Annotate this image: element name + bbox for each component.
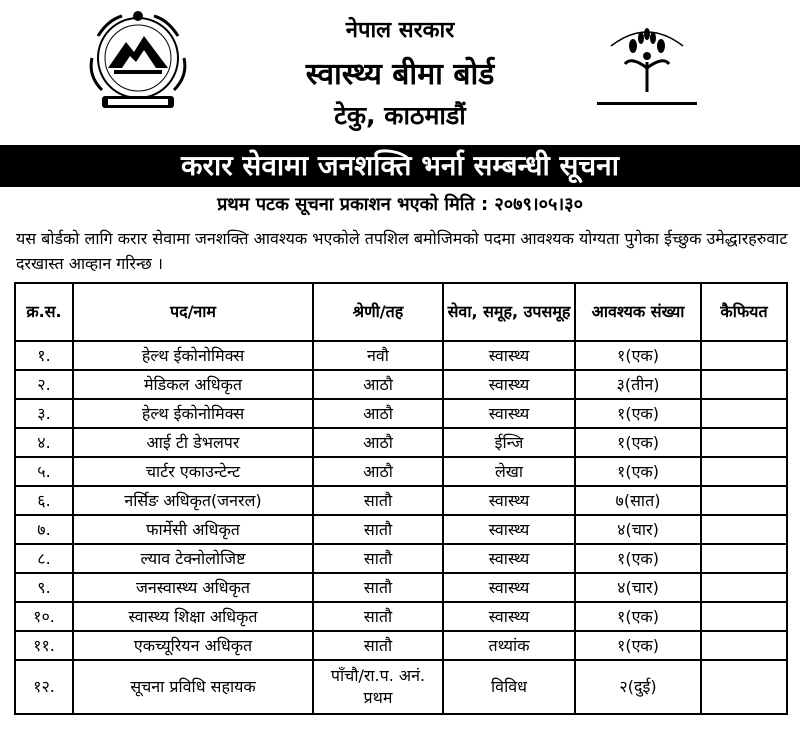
board-address: टेकु, काठमाडौं [334, 101, 466, 130]
cell-post-name: नर्सिङ अधिकृत(जनरल) [73, 486, 313, 515]
cell-post-name: मेडिकल अधिकृत [73, 370, 313, 399]
cell-remarks [701, 428, 787, 457]
cell-sn: ४. [15, 428, 73, 457]
cell-required-count: ७(सात) [575, 486, 701, 515]
cell-required-count: ४(चार) [575, 515, 701, 544]
cell-service: स्वास्थ्य [443, 341, 575, 370]
cell-level: सातौ [313, 573, 443, 602]
cell-level: पाँचौ/रा.प. अनं. प्रथम [313, 660, 443, 714]
table-row [15, 370, 787, 399]
notice-header [0, 0, 800, 140]
table-row [15, 399, 787, 428]
header-required-count: आवश्यक संख्या [575, 283, 701, 341]
cell-service: स्वास्थ्य [443, 486, 575, 515]
cell-post-name: सूचना प्रविधि सहायक [73, 660, 313, 714]
cell-required-count: १(एक) [575, 428, 701, 457]
cell-remarks [701, 602, 787, 631]
cell-post-name: स्वास्थ्य शिक्षा अधिकृत [73, 602, 313, 631]
cell-level: आठौ [313, 370, 443, 399]
cell-service: विविध [443, 660, 575, 714]
government-name: नेपाल सरकार [345, 18, 455, 43]
cell-post-name: हेल्थ ईकोनोमिक्स [73, 399, 313, 428]
table-row [15, 515, 787, 544]
cell-level: सातौ [313, 515, 443, 544]
cell-remarks [701, 341, 787, 370]
cell-post-name: जनस्वास्थ्य अधिकृत [73, 573, 313, 602]
cell-level: आठौ [313, 428, 443, 457]
cell-sn: ६. [15, 486, 73, 515]
cell-sn: १०. [15, 602, 73, 631]
header-sn: क्र.स. [15, 283, 73, 341]
cell-required-count: १(एक) [575, 341, 701, 370]
table-row [15, 428, 787, 457]
cell-remarks [701, 544, 787, 573]
cell-remarks [701, 457, 787, 486]
board-name: स्वास्थ्य बीमा बोर्ड [305, 57, 495, 92]
cell-sn: ८. [15, 544, 73, 573]
cell-required-count: २(दुई) [575, 660, 701, 714]
table-row [15, 341, 787, 370]
cell-level: सातौ [313, 631, 443, 660]
cell-sn: ७. [15, 515, 73, 544]
cell-required-count: ४(चार) [575, 573, 701, 602]
table-row [15, 457, 787, 486]
cell-required-count: ३(तीन) [575, 370, 701, 399]
cell-sn: ९. [15, 573, 73, 602]
cell-required-count: १(एक) [575, 399, 701, 428]
cell-sn: १. [15, 341, 73, 370]
header-service: सेवा, समूह, उपसमूह [443, 283, 575, 341]
notice-intro-text: यस बोर्डको लागि करार सेवामा जनशक्ति आवश्यक भएकोले तपशिल बमोजिमको पदमा आवश्यक योग्यता पुगेका ईच्छुक उमेद्धारहरुवाट दरखास्त आव्हान गरिन्छ । [16, 229, 788, 273]
publish-date: प्रथम पटक सूचना प्रकाशन भएको मिति : २०७९।०५।३० [217, 194, 583, 215]
health-insurance-board-logo [597, 12, 697, 105]
health-insurance-board-logo-icon [597, 12, 697, 102]
cell-remarks [701, 370, 787, 399]
cell-sn: ५. [15, 457, 73, 486]
cell-sn: २. [15, 370, 73, 399]
cell-level: सातौ [313, 486, 443, 515]
table-row [15, 573, 787, 602]
cell-remarks [701, 631, 787, 660]
header-remarks: कैफियत [701, 283, 787, 341]
cell-required-count: १(एक) [575, 457, 701, 486]
table-row [15, 631, 787, 660]
cell-service: स्वास्थ्य [443, 515, 575, 544]
notice-title-banner: करार सेवामा जनशक्ति भर्ना सम्बन्धी सूचना [0, 145, 800, 187]
cell-sn: ११. [15, 631, 73, 660]
header-post-name: पद/नाम [73, 283, 313, 341]
cell-level: सातौ [313, 602, 443, 631]
header-level: श्रेणी/तह [313, 283, 443, 341]
cell-sn: ३. [15, 399, 73, 428]
cell-required-count: १(एक) [575, 544, 701, 573]
cell-remarks [701, 515, 787, 544]
cell-post-name: ल्याव टेक्नोलोजिष्ट [73, 544, 313, 573]
cell-service: स्वास्थ्य [443, 399, 575, 428]
cell-level: आठौ [313, 457, 443, 486]
cell-remarks [701, 573, 787, 602]
cell-post-name: आई टी डेभलपर [73, 428, 313, 457]
cell-service: स्वास्थ्य [443, 602, 575, 631]
cell-level: आठौ [313, 399, 443, 428]
table-header-row [15, 283, 787, 341]
table-row [15, 486, 787, 515]
cell-post-name: फार्मेसी अधिकृत [73, 515, 313, 544]
cell-remarks [701, 486, 787, 515]
table-row [15, 544, 787, 573]
table-row [15, 602, 787, 631]
cell-post-name: चार्टर एकाउन्टेन्ट [73, 457, 313, 486]
cell-remarks [701, 399, 787, 428]
cell-level: नवौ [313, 341, 443, 370]
cell-service: ईन्जि [443, 428, 575, 457]
table-row [15, 660, 787, 714]
cell-post-name: हेल्थ ईकोनोमिक्स [73, 341, 313, 370]
cell-required-count: १(एक) [575, 631, 701, 660]
cell-required-count: १(एक) [575, 602, 701, 631]
cell-post-name: एकच्यूरियन अधिकृत [73, 631, 313, 660]
cell-service: स्वास्थ्य [443, 544, 575, 573]
cell-service: लेखा [443, 457, 575, 486]
cell-service: तथ्यांक [443, 631, 575, 660]
cell-remarks [701, 660, 787, 714]
cell-service: स्वास्थ्य [443, 370, 575, 399]
cell-level: सातौ [313, 544, 443, 573]
vacancy-table [14, 282, 788, 715]
cell-service: स्वास्थ्य [443, 573, 575, 602]
cell-sn: १२. [15, 660, 73, 714]
